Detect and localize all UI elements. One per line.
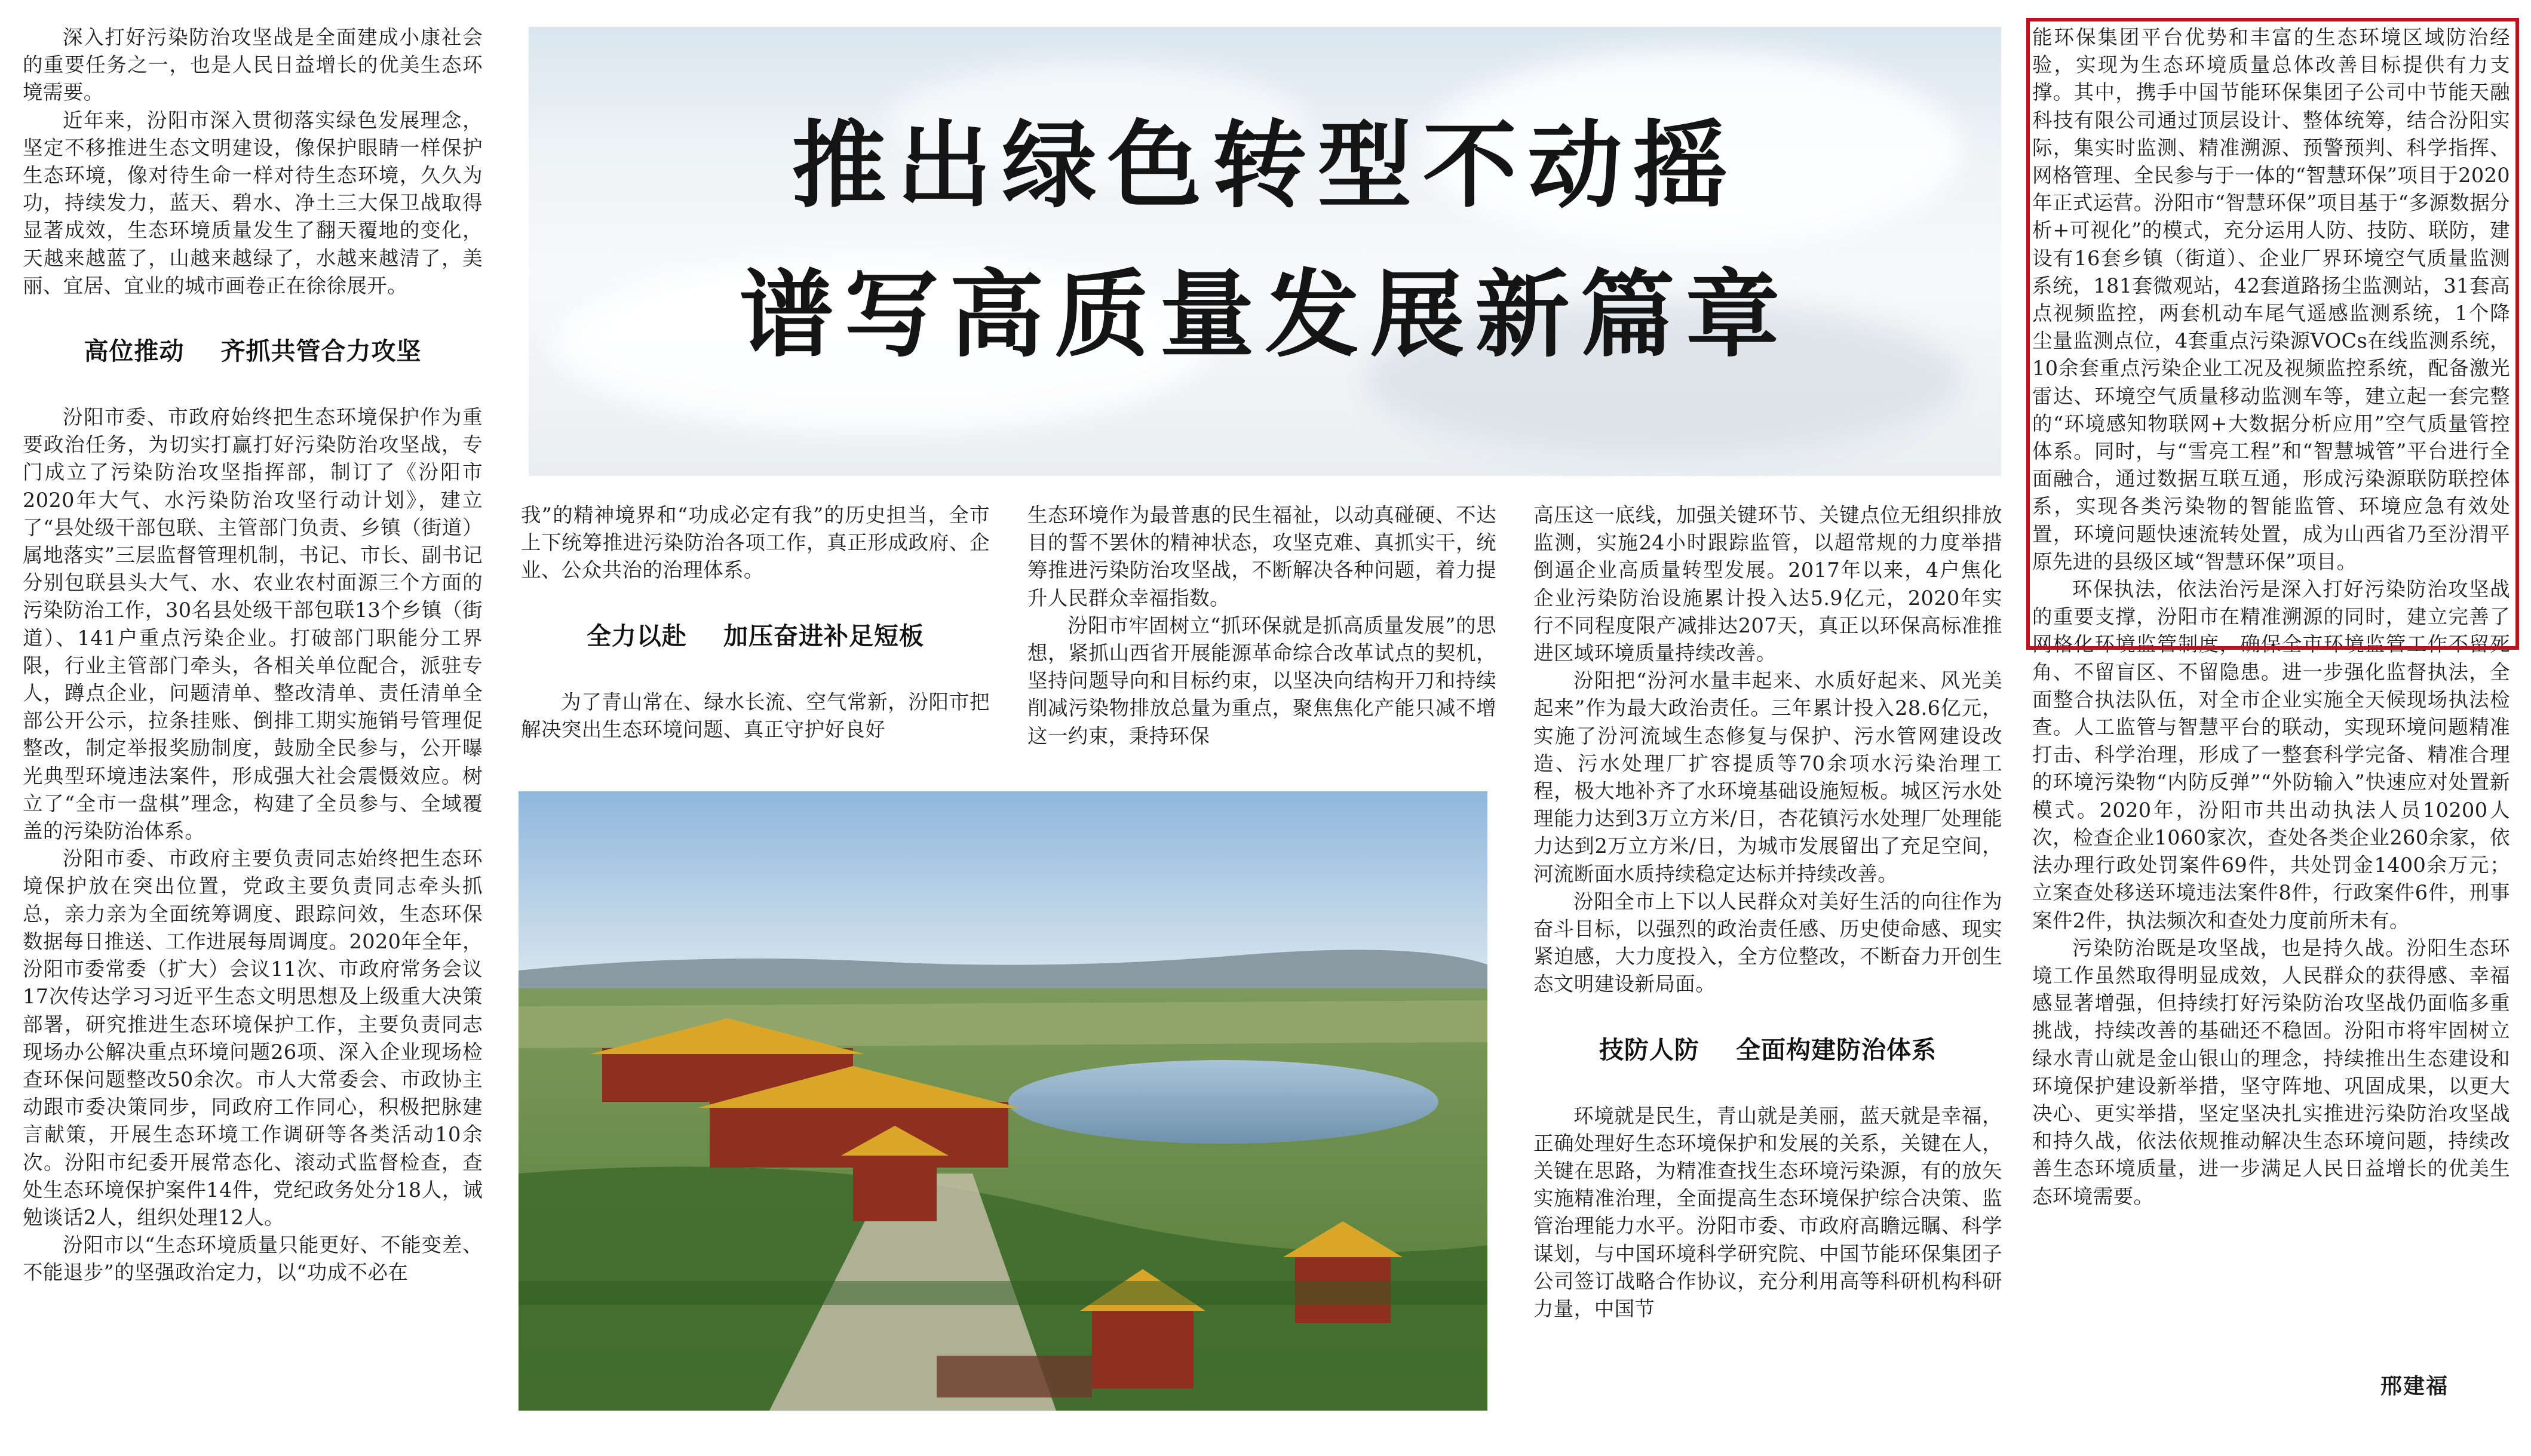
- article-column-2: [521, 502, 990, 758]
- paragraph: 汾阳把“汾河水量丰起来、水质好起来、风光美起来”作为最大政治责任。三年累计投入28.6亿元，实施了汾河流域生态修复与保护、污水管网建设改造、污水处理厂扩容提质等70余项水污染治理工程，极大地补齐了水环境基础设施短板。城区污水处理能力达到3万立方米/日，杏花镇污水处理厂处理能力达到2万立方米/日，为城市发展留出了充足空间，河流断面水质持续稳定达标并持续改善。: [1533, 669, 2002, 886]
- paragraph: 环保执法，依法治污是深入打好污染防治攻坚战的重要支撑，汾阳市在精准溯源的同时，建立完善了网格化环境监管制度，确保全市环境监管工作不留死角、不留盲区、不留隐患。进一步强化监督执法，全面整合执法队伍，对全市企业实施全天候现场执法检查。人工监管与智慧平台的联动，实现环境问题精准打击、科学治理，形成了一整套科学完备、精准合理的环境污染物“内防反弹”“外防输入”快速应对处置新模式。2020年，汾阳市共出动执法人员10200人次，检查企业1060家次，查处各类企业260余家，依法办理行政处罚案件69件，共处罚金1400余万元；立案查处移送环境违法案件8件，行政案件6件，刑事案件2件，执法频次和查处力度前所未有。: [2032, 578, 2510, 932]
- headline-line-1: 推出绿色转型不动摇: [791, 110, 1738, 221]
- paragraph: 生态环境作为最普惠的民生福祉，以动真碰硬、不达目的誓不罢休的精神状态，攻坚克难、真抓实干，统筹推进污染防治攻坚战，不断解决各种问题，着力提升人民群众幸福指数。: [1027, 503, 1496, 610]
- article-column-1: [23, 24, 483, 1409]
- section-heading: 高位推动 齐抓共管合力攻坚: [84, 337, 422, 366]
- paragraph: 我”的精神境界和“功成必定有我”的历史担当，全市上下统筹推进污染防治各项工作，真正形成政府、企业、公众共治的治理体系。: [521, 503, 990, 582]
- landscape-photo: [519, 791, 1487, 1411]
- section-heading: 技防人防 全面构建防治体系: [1599, 1035, 1937, 1064]
- paragraph: 环境就是民生，青山就是美丽，蓝天就是幸福，正确处理好生态环境保护和发展的关系，关键在人，关键在思路，为精准查找生态环境污染源，有的放矢实施精准治理，全面提高生态环境保护综合决策、监管治理能力水平。汾阳市委、市政府高瞻远瞩、科学谋划，与中国环境科学研究院、中国节能环保集团子公司签订战略合作协议，充分利用高等科研机构科研力量，中国节: [1533, 1104, 2002, 1321]
- article-column-3: [1027, 502, 1496, 758]
- paragraph: 汾阳市以“生态环境质量只能更好、不能变差、不能退步”的坚强政治定力，以“功成不必在: [23, 1233, 483, 1285]
- author-byline: 邢建福: [2380, 1374, 2449, 1399]
- paragraph: 汾阳市牢固树立“抓环保就是抓高质量发展”的思想，紧抓山西省开展能源革命综合改革试点的契机，坚持问题导向和目标约束，以坚决向结构开刀和持续削减污染物排放总量为重点，聚焦焦化产能只减不增这一约束，秉持环保: [1027, 613, 1496, 748]
- paragraph: 汾阳市委、市政府始终把生态环境保护作为重要政治任务，为切实打赢打好污染防治攻坚战，专门成立了污染防治攻坚指挥部，制订了《汾阳市2020年大气、水污染防治攻坚行动计划》，建立了“县处级干部包联、主管部门负责、乡镇（街道）属地落实”三层监督管理机制，书记、市长、副书记分别包联县头大气、水、农业农村面源三个方面的污染防治工作，30名县处级干部包联13个乡镇（街道）、141户重点污染企业。打破部门职能分工界限，行业主管部门牵头，各相关单位配合，派驻专人，蹲点企业，问题清单、整改清单、责任清单全部公开公示，拉条挂账、倒排工期实施销号管理促整改，制定举报奖励制度，鼓励全民参与，公开曝光典型环境违法案件，形成强大社会震慑效应。树立了“全市一盘棋”理念，构建了全员参与、全域覆盖的污染防治体系。: [23, 406, 483, 843]
- paragraph: 高压这一底线，加强关键环节、关键点位无组织排放监测，实施24小时跟踪监管，以超常规的力度举措倒逼企业高质量转型发展。2017年以来，4户焦化企业污染防治设施累计投入达5.9亿元，2020年实行不同程度限产减排达207天，真正以环保高标准推进区域环境质量持续改善。: [1533, 503, 2002, 665]
- paragraph: 近年来，汾阳市深入贯彻落实绿色发展理念，坚定不移推进生态文明建设，像保护眼睛一样保护生态环境，像对待生命一样对待生态环境，久久为功，持续发力，蓝天、碧水、净土三大保卫战取得显著成效，生态环境质量发生了翻天覆地的变化，天越来越蓝了，山越来越绿了，水越来越清了，美丽、宜居、宜业的城市画卷正在徐徐展开。: [23, 108, 483, 297]
- paragraph: 汾阳市委、市政府主要负责同志始终把生态环境保护放在突出位置，党政主要负责同志牵头抓总，亲力亲为全面统筹调度、跟踪问效，生态环保数据每日推送、工作进展每周调度。2020年全年，汾阳市委常委（扩大）会议11次、市政府常务会议17次传达学习习近平生态文明思想及上级重大决策部署，研究推进生态环境保护工作，主要负责同志现场办公解决重点环境问题26项、深入企业现场检查环保问题整改50余次。市人大常委会、市政协主动跟市委决策同步，同政府工作同心，积极把脉建言献策，开展生态环境工作调研等各类活动10余次。汾阳市纪委开展常态化、滚动式监督检查，查处生态环境保护案件14件，党纪政务处分18人，诫勉谈话2人，组织处理12人。: [23, 847, 483, 1229]
- article-column-4: [1533, 502, 2002, 1409]
- paragraph: 能环保集团平台优势和丰富的生态环境区域防治经验，实现为生态环境质量总体改善目标提供有力支撑。其中，携手中国节能环保集团子公司中节能天融科技有限公司通过顶层设计、整体统筹，结合汾阳实际，集实时监测、精准溯源、预警预判、科学指挥、网格管理、全民参与于一体的“智慧环保”项目于2020年正式运营。汾阳市“智慧环保”项目基于“多源数据分析+可视化”的模式，充分运用人防、技防、联防，建设有16套乡镇（街道）、企业厂界环境空气质量监测系统，181套微观站，42套道路扬尘监测站，31套高点视频监控，两套机动车尾气遥感监测系统，1个降尘量监测点位，4套重点污染源VOCs在线监测系统，10余套重点污染企业工况及视频监控系统，配备激光雷达、环境空气质量移动监测车等，建立起一套完整的“环境感知物联网+大数据分析应用”空气质量管控体系。同时，与“雪亮工程”和“智慧城管”平台进行全面融合，通过数据互联互通，形成污染源联防联控体系，实现各类污染物的智能监管、环境应急有效处置，环境问题快速流转处置，成为山西省乃至汾渭平原先进的县级区域“智慧环保”项目。: [2032, 26, 2510, 573]
- headline-banner: [529, 27, 2001, 476]
- paragraph: 为了青山常在、绿水长流、空气常新，汾阳市把解决突出生态环境问题、真正守护好良好: [521, 690, 990, 741]
- paragraph: 汾阳全市上下以人民群众对美好生活的向往作为奋斗目标，以强烈的政治责任感、历史使命感、现实紧迫感，大力度投入，全方位整改，不断奋力开创生态文明建设新局面。: [1533, 889, 2002, 996]
- section-heading: 全力以赴 加压奋进补足短板: [586, 621, 925, 650]
- headline-line-2: 谱写高质量发展新篇章: [739, 260, 1791, 370]
- paragraph: 深入打好污染防治攻坚战是全面建成小康社会的重要任务之一，也是人民日益增长的优美生态环境需要。: [23, 26, 483, 105]
- paragraph: 污染防治既是攻坚战，也是持久战。汾阳生态环境工作虽然取得明显成效，人民群众的获得感、幸福感显著增强，但持续打好污染防治攻坚战仍面临多重挑战，持续改善的基础还不稳固。汾阳市将牢固树立绿水青山就是金山银山的理念，持续推出生态建设和环境保护建设新举措，坚守阵地、巩固成果，以更大决心、更实举措，坚定坚决扎实推进污染防治攻坚战和持久战，依法依规推动解决生态环境问题，持续改善生态环境质量，进一步满足人民日益增长的优美生态环境需要。: [2032, 936, 2510, 1208]
- article-column-5: [2032, 24, 2510, 1409]
